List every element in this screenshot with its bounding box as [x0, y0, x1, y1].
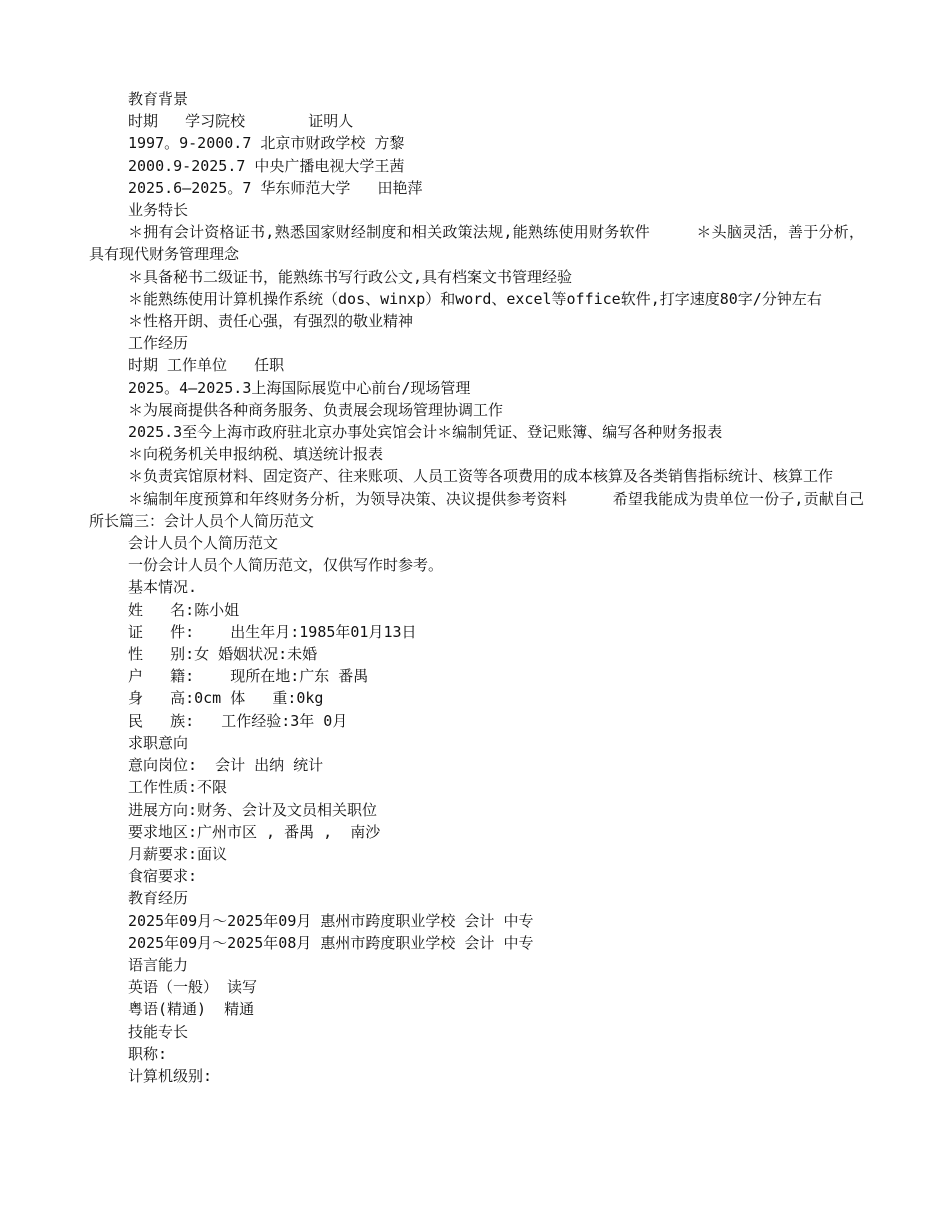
article-title: 会计人员个人简历范文 [128, 534, 279, 553]
article-intro: 一份会计人员个人简历范文，仅供写作时参考。 [128, 556, 444, 575]
section-heading-skills: 业务特长 [128, 201, 189, 220]
expertise-computer-level: 计算机级别: [128, 1066, 213, 1085]
intention-salary: 月薪要求:面议 [128, 844, 228, 863]
work-table-header: 时期 工作单位 任职 [128, 356, 285, 375]
education-history-entry: 2025年09月～2025年09月 惠州市跨度职业学校 会计 中专 [128, 911, 534, 930]
education-history-entry: 2025年09月～2025年08月 惠州市跨度职业学校 会计 中专 [128, 933, 534, 952]
expertise-title: 职称: [128, 1044, 168, 1063]
intention-direction: 进展方向:财务、会计及文员相关职位 [128, 800, 378, 819]
intention-job-type: 工作性质:不限 [128, 778, 228, 797]
skill-item: ＊具备秘书二级证书，能熟练书写行政公文,具有档案文书管理经验 [128, 267, 573, 286]
skill-item: ＊性格开朗、责任心强，有强烈的敬业精神 [128, 312, 414, 331]
section-heading-work: 工作经历 [128, 334, 189, 353]
skill-item: ＊能熟练使用计算机操作系统（dos、winxp）和word、excel等office软件,打字速度80字/分钟左右 [128, 289, 822, 308]
work-duty: ＊向税务机关申报纳税、填送统计报表 [128, 445, 384, 464]
document-page [89, 88, 864, 1087]
education-entry: 1997。9-2000.7 北京市财政学校 方黎 [128, 134, 405, 153]
work-duty: ＊负责宾馆原材料、固定资产、往来账项、人员工资等各项费用的成本核算及各类销售指标统计、核算工作 [128, 467, 834, 486]
language-item: 粤语(精通) 精通 [128, 1000, 255, 1019]
language-item: 英语（一般） 读写 [128, 978, 258, 997]
intention-position: 意向岗位: 会计 出纳 统计 [128, 756, 324, 775]
section-heading-basic-info: 基本情况. [128, 578, 198, 597]
section-heading-expertise: 技能专长 [128, 1022, 189, 1041]
info-gender-marital: 性 别:女 婚姻状况:未婚 [128, 645, 318, 664]
work-entry: 2025。4—2025.3上海国际展览中心前台/现场管理 [128, 378, 471, 397]
info-ethnicity-experience: 民 族: 工作经验:3年 0月 [128, 711, 348, 730]
intention-accommodation: 食宿要求: [128, 867, 198, 886]
work-entry: 2025.3至今上海市政府驻北京办事处宾馆会计＊编制凭证、登记账簿、编写各种财务报表 [128, 423, 723, 442]
info-id-birth: 证 件: 出生年月:1985年01月13日 [128, 622, 417, 641]
info-name: 姓 名:陈小姐 [128, 600, 240, 619]
section-heading-education-history: 教育经历 [128, 889, 189, 908]
info-height-weight: 身 高:0cm 体 重:0kg [128, 689, 324, 708]
work-duty: ＊编制年度预算和年终财务分析，为领导决策、决议提供参考资料 希望我能成为贵单位一份子,贡献自己所长篇三：会计人员个人简历范文 [89, 489, 864, 530]
intention-region: 要求地区:广州市区 , 番禺 , 南沙 [128, 822, 381, 841]
work-duty: ＊为展商提供各种商务服务、负责展会现场管理协调工作 [128, 400, 504, 419]
section-heading-education: 教育背景 [128, 90, 189, 108]
section-heading-language: 语言能力 [128, 955, 189, 974]
education-entry: 2025.6—2025。7 华东师范大学 田艳萍 [128, 178, 423, 197]
education-table-header: 时期 学习院校 证明人 [128, 112, 354, 131]
education-entry: 2000.9-2025.7 中央广播电视大学王茜 [128, 156, 405, 175]
section-heading-job-intention: 求职意向 [128, 733, 189, 752]
skill-item: ＊拥有会计资格证书,熟悉国家财经制度和相关政策法规,能熟练使用财务软件 ＊头脑灵活，善于分析，具有现代财务管理理念 [89, 223, 864, 264]
info-hukou-location: 户 籍: 现所在地:广东 番禺 [128, 667, 369, 686]
